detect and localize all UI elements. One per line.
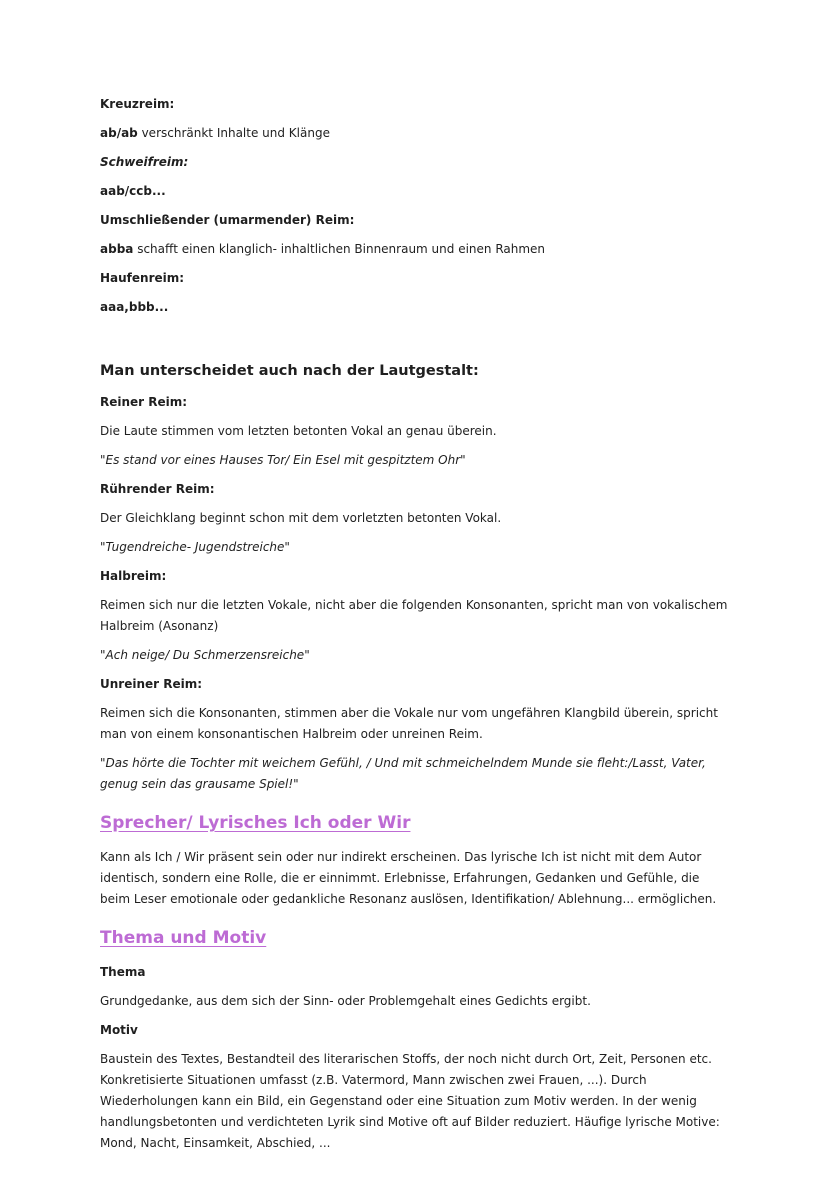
sprecher-heading: Sprecher/ Lyrisches Ich oder Wir [100,813,411,833]
umschliessender-reim-scheme: abba [100,242,134,256]
thema-motiv-heading: Thema und Motiv [100,928,267,948]
haufenreim-scheme: aaa,bbb... [100,300,169,314]
ruehrender-reim-definition: Der Gleichklang beginnt schon mit dem vorletzten betonten Vokal. [100,511,502,525]
halbreim-example: "Ach neige/ Du Schmerzensreiche" [100,648,310,662]
kreuzreim-definition-text: verschränkt Inhalte und Klänge [137,126,330,140]
reiner-reim-label: Reiner Reim: [100,395,188,409]
kreuzreim-scheme: ab/ab [100,126,138,140]
motiv-text: Baustein des Textes, Bestandteil des literarischen Stoffs, der noch nicht durch Ort, Zeit, Personen etc. Konkretisierte Situationen umfasst (z.B. Vatermord, Mann zwischen zwei Frauen, ...). Durch Wiederholungen kann ein Bild, ein Gegenstand oder eine Situation zum Motiv werden. In der wenig handlungsbetonten und verdichteten Lyrik sind Motive oft auf Bilder reduziert. Häufige lyrische Motive: Mond, Nacht, Einsamkeit, Abschied, ... [100,1052,720,1150]
unreiner-reim-label: Unreiner Reim: [100,677,203,691]
unreiner-reim-example: "Das hörte die Tochter mit weichem Gefühl, / Und mit schmeichelndem Munde sie fleht:/Lasst, Vater, genug sein das grausame Spiel!" [100,756,706,791]
schweifreim-scheme: aab/ccb... [100,184,166,198]
motiv-label: Motiv [100,1023,138,1037]
haufenreim-label: Haufenreim: [100,271,185,285]
reiner-reim-example: "Es stand vor eines Hauses Tor/ Ein Esel mit gespitztem Ohr" [100,453,466,467]
kreuzreim-label: Kreuzreim: [100,97,175,111]
halbreim-definition: Reimen sich nur die letzten Vokale, nicht aber die folgenden Konsonanten, spricht man von vokalischem Halbreim (Asonanz) [100,598,728,633]
umschliessender-reim-definition [100,239,733,260]
reiner-reim-definition: Die Laute stimmen vom letzten betonten Vokal an genau überein. [100,424,497,438]
ruehrender-reim-label: Rührender Reim: [100,482,215,496]
thema-text: Grundgedanke, aus dem sich der Sinn- oder Problemgehalt eines Gedichts ergibt. [100,994,591,1008]
thema-label: Thema [100,965,146,979]
schweifreim-label: Schweifreim: [100,155,189,169]
lautgestalt-heading: Man unterscheidet auch nach der Lautgestalt: [100,363,479,379]
halbreim-label: Halbreim: [100,569,167,583]
sprecher-text: Kann als Ich / Wir präsent sein oder nur indirekt erscheinen. Das lyrische Ich ist nicht mit dem Autor identisch, sondern eine Rolle, die er einnimmt. Erlebnisse, Erfahrungen, Gedanken und Gefühle, die beim Leser emotionale oder gedankliche Resonanz auslösen, Identifikation/ Ablehnung... ermöglichen. [100,850,717,906]
ruehrender-reim-example: "Tugendreiche- Jugendstreiche" [100,540,290,554]
unreiner-reim-definition: Reimen sich die Konsonanten, stimmen aber die Vokale nur vom ungefähren Klangbild überein, spricht man von einem konsonantischen Halbreim oder unreinen Reim. [100,706,718,741]
umschliessender-reim-label: Umschließender (umarmender) Reim: [100,213,355,227]
umschliessender-reim-definition-text: schafft einen klanglich- inhaltlichen Binnenraum und einen Rahmen [133,242,546,256]
kreuzreim-definition [100,123,733,144]
